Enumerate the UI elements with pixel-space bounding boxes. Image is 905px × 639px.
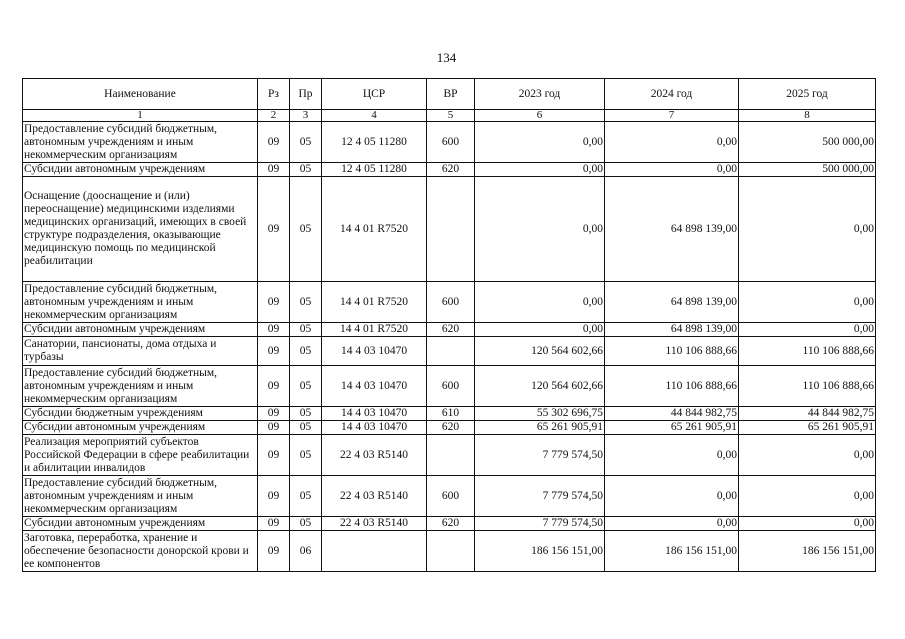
row-csr: 14 4 01 R7520	[322, 177, 427, 282]
table-row	[23, 476, 876, 517]
header-row	[23, 79, 876, 110]
row-vr	[427, 337, 475, 366]
row-vr: 600	[427, 282, 475, 323]
row-csr: 14 4 03 10470	[322, 407, 427, 421]
col-number: 4	[322, 110, 427, 122]
row-name: Заготовка, переработка, хранение и обеспечение безопасности донорской крови и ее компонентов	[23, 531, 258, 572]
row-csr: 14 4 01 R7520	[322, 282, 427, 323]
row-2023: 65 261 905,91	[475, 421, 605, 435]
budget-table	[22, 78, 876, 572]
row-vr: 620	[427, 163, 475, 177]
row-name: Предоставление субсидий бюджетным, автономным учреждениям и иным некоммерческим организациям	[23, 476, 258, 517]
table-row	[23, 517, 876, 531]
row-2025: 186 156 151,00	[739, 531, 876, 572]
row-2023: 120 564 602,66	[475, 337, 605, 366]
row-pr: 05	[290, 323, 322, 337]
row-csr: 22 4 03 R5140	[322, 476, 427, 517]
row-pr: 05	[290, 476, 322, 517]
row-name: Субсидии бюджетным учреждениям	[23, 407, 258, 421]
row-pr: 05	[290, 421, 322, 435]
row-csr: 22 4 03 R5140	[322, 435, 427, 476]
row-pr: 05	[290, 122, 322, 163]
row-2023: 0,00	[475, 163, 605, 177]
col-header-pr: Пр	[290, 79, 322, 110]
row-rz: 09	[258, 323, 290, 337]
row-csr: 22 4 03 R5140	[322, 517, 427, 531]
row-2024: 110 106 888,66	[605, 366, 739, 407]
row-2025: 500 000,00	[739, 163, 876, 177]
row-2024: 65 261 905,91	[605, 421, 739, 435]
row-2024: 110 106 888,66	[605, 337, 739, 366]
row-2024: 64 898 139,00	[605, 177, 739, 282]
table-row	[23, 337, 876, 366]
col-header-name: Наименование	[23, 79, 258, 110]
row-rz: 09	[258, 407, 290, 421]
row-2024: 0,00	[605, 122, 739, 163]
row-pr: 05	[290, 366, 322, 407]
table-row	[23, 177, 876, 282]
row-rz: 09	[258, 366, 290, 407]
row-vr: 610	[427, 407, 475, 421]
col-header-rz: Рз	[258, 79, 290, 110]
table-body	[23, 122, 876, 572]
table-header	[23, 79, 876, 122]
row-2025: 65 261 905,91	[739, 421, 876, 435]
row-2025: 0,00	[739, 517, 876, 531]
row-pr: 05	[290, 177, 322, 282]
row-pr: 05	[290, 282, 322, 323]
row-rz: 09	[258, 435, 290, 476]
col-header-2025: 2025 год	[739, 79, 876, 110]
col-number: 3	[290, 110, 322, 122]
row-2025: 500 000,00	[739, 122, 876, 163]
table-row	[23, 531, 876, 572]
row-name: Санатории, пансионаты, дома отдыха и турбазы	[23, 337, 258, 366]
col-header-2023: 2023 год	[475, 79, 605, 110]
page-number: 134	[436, 50, 457, 65]
row-2023: 55 302 696,75	[475, 407, 605, 421]
row-2023: 186 156 151,00	[475, 531, 605, 572]
table-row	[23, 366, 876, 407]
row-2024: 64 898 139,00	[605, 323, 739, 337]
row-rz: 09	[258, 282, 290, 323]
col-number: 8	[739, 110, 876, 122]
row-pr: 05	[290, 435, 322, 476]
row-name: Субсидии автономным учреждениям	[23, 323, 258, 337]
row-csr: 14 4 03 10470	[322, 366, 427, 407]
row-2025: 110 106 888,66	[739, 337, 876, 366]
row-csr: 12 4 05 11280	[322, 163, 427, 177]
row-2024: 186 156 151,00	[605, 531, 739, 572]
col-number: 2	[258, 110, 290, 122]
table-row	[23, 323, 876, 337]
row-name: Субсидии автономным учреждениям	[23, 517, 258, 531]
table-row	[23, 421, 876, 435]
row-name: Предоставление субсидий бюджетным, автономным учреждениям и иным некоммерческим организациям	[23, 282, 258, 323]
table-row	[23, 282, 876, 323]
row-rz: 09	[258, 531, 290, 572]
row-2024: 0,00	[605, 435, 739, 476]
row-csr: 14 4 03 10470	[322, 337, 427, 366]
row-2025: 0,00	[739, 435, 876, 476]
col-number: 1	[23, 110, 258, 122]
row-pr: 05	[290, 407, 322, 421]
row-vr: 600	[427, 122, 475, 163]
table-row	[23, 122, 876, 163]
row-2023: 0,00	[475, 122, 605, 163]
row-pr: 05	[290, 163, 322, 177]
row-name: Предоставление субсидий бюджетным, автономным учреждениям и иным некоммерческим организациям	[23, 122, 258, 163]
row-2024: 64 898 139,00	[605, 282, 739, 323]
row-rz: 09	[258, 421, 290, 435]
col-number: 5	[427, 110, 475, 122]
row-pr: 06	[290, 531, 322, 572]
row-name: Субсидии автономным учреждениям	[23, 163, 258, 177]
row-vr: 600	[427, 476, 475, 517]
row-2023: 7 779 574,50	[475, 517, 605, 531]
row-2023: 7 779 574,50	[475, 476, 605, 517]
row-2024: 0,00	[605, 476, 739, 517]
row-2025: 110 106 888,66	[739, 366, 876, 407]
row-vr: 620	[427, 323, 475, 337]
row-2024: 0,00	[605, 163, 739, 177]
row-2025: 0,00	[739, 476, 876, 517]
row-2025: 0,00	[739, 177, 876, 282]
row-2023: 0,00	[475, 282, 605, 323]
row-vr	[427, 177, 475, 282]
col-header-vr: ВР	[427, 79, 475, 110]
column-number-row	[23, 110, 876, 122]
row-csr: 14 4 03 10470	[322, 421, 427, 435]
row-vr: 600	[427, 366, 475, 407]
row-2023: 120 564 602,66	[475, 366, 605, 407]
table-row	[23, 435, 876, 476]
row-csr: 14 4 01 R7520	[322, 323, 427, 337]
row-rz: 09	[258, 337, 290, 366]
row-rz: 09	[258, 517, 290, 531]
row-name: Реализация мероприятий субъектов Российской Федерации в сфере реабилитации и абилитации инвалидов	[23, 435, 258, 476]
row-rz: 09	[258, 476, 290, 517]
row-vr: 620	[427, 517, 475, 531]
row-2025: 0,00	[739, 323, 876, 337]
row-2025: 0,00	[739, 282, 876, 323]
row-vr: 620	[427, 421, 475, 435]
row-name: Субсидии автономным учреждениям	[23, 421, 258, 435]
row-2023: 7 779 574,50	[475, 435, 605, 476]
row-name: Оснащение (дооснащение и (или) переоснащение) медицинскими изделиями медицинских организаций, имеющих в своей структуре подразделения, оказывающие медицинскую помощь по медицинской реабилитации	[23, 177, 258, 282]
row-pr: 05	[290, 517, 322, 531]
row-2023: 0,00	[475, 177, 605, 282]
col-number: 6	[475, 110, 605, 122]
row-csr	[322, 531, 427, 572]
row-2023: 0,00	[475, 323, 605, 337]
table-row	[23, 163, 876, 177]
row-rz: 09	[258, 177, 290, 282]
table-row	[23, 407, 876, 421]
row-csr: 12 4 05 11280	[322, 122, 427, 163]
row-2025: 44 844 982,75	[739, 407, 876, 421]
col-number: 7	[605, 110, 739, 122]
row-2024: 0,00	[605, 517, 739, 531]
row-pr: 05	[290, 337, 322, 366]
row-vr	[427, 531, 475, 572]
row-rz: 09	[258, 122, 290, 163]
col-header-2024: 2024 год	[605, 79, 739, 110]
row-name: Предоставление субсидий бюджетным, автономным учреждениям и иным некоммерческим организациям	[23, 366, 258, 407]
row-rz: 09	[258, 163, 290, 177]
row-vr	[427, 435, 475, 476]
col-header-csr: ЦСР	[322, 79, 427, 110]
row-2024: 44 844 982,75	[605, 407, 739, 421]
